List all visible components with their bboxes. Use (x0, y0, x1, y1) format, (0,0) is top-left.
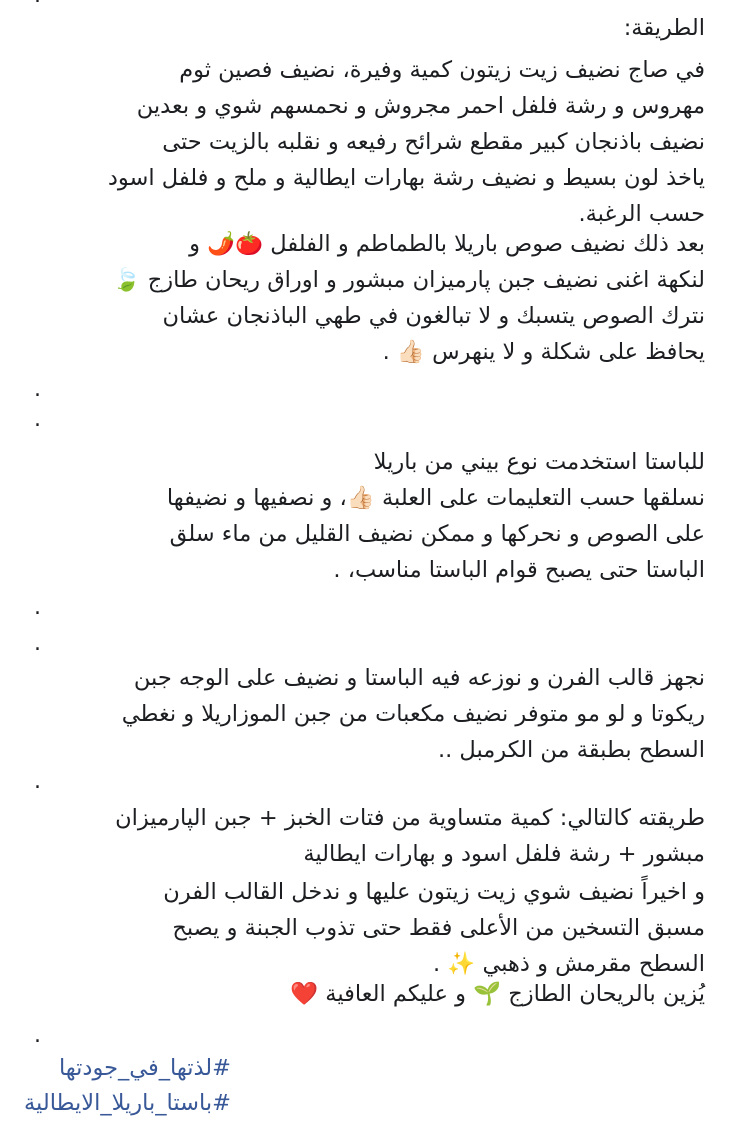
hashtag-link[interactable]: #لذتها_في_جودتها (58, 1055, 231, 1081)
separator-dot: . (34, 377, 41, 402)
separator-dot: . (34, 407, 41, 432)
separator-dot: . (34, 631, 41, 656)
step-3-paragraph: نسلقها حسب التعليمات على العلبة 👍🏻، و نصفيها و نضيفها على الصوص و نحركها و ممكن نضيف القليل من ماء سلق الباستا حتى يصبح قوام الباستا مناسب، . (166, 485, 705, 583)
pasta-type-paragraph: للباستا استخدمت نوع بيني من باريلا (373, 449, 705, 475)
separator-dot: . (34, 595, 41, 620)
step-5-paragraph: طريقته كالتالي: كمية متساوية من فتات الخبز + جبن الپارميزان مبشور + رشة فلفل اسود و بهارات ايطالية (115, 805, 705, 867)
step-2-paragraph: بعد ذلك نضيف صوص باريلا بالطماطم و الفلفل 🍅🌶️ و لنكهة اغنى نضيف جبن پارميزان مبشور و اوراق ريحان طازج 🍃 نترك الصوص يتسبك و لا تبالغون في طهي الباذنجان عشان يحافظ على شكلة و لا ينهرس 👍🏻 . (112, 231, 705, 365)
closing-line: يُزين بالريحان الطازج 🌱 و عليكم العافية ❤️ (290, 981, 705, 1007)
separator-dot: . (34, 1023, 41, 1048)
hashtag-link[interactable]: #باستا_باريلا_الايطالية (23, 1090, 231, 1116)
method-heading: الطريقة: (623, 15, 705, 41)
step-4-paragraph: نجهز قالب الفرن و نوزعه فيه الباستا و نضيف على الوجه جبن ريكوتا و لو مو متوفر نضيف مكعبات من جبن الموزاريلا و نغطي السطح بطبقة من الكرمبل .. (121, 665, 705, 763)
separator-dot: . (34, 769, 41, 794)
step-1-paragraph: في صاج نضيف زيت زيتون كمية وفيرة، نضيف فصين ثوم مهروس و رشة فلفل احمر مجروش و نحمسهم شوي و بعدين نضيف باذنجان كبير مقطع شرائح رفيعه و نقلبه بالزيت حتى ياخذ لون بسيط و نضيف رشة بهارات ايطالية و ملح و فلفل اسود حسب الرغبة. (107, 57, 705, 227)
step-6-paragraph: و اخيراً نضيف شوي زيت زيتون عليها و ندخل القالب الفرن مسبق التسخين من الأعلى فقط حتى تذوب الجبنة و يصبح السطح مقرمش و ذهبي ✨ . (163, 879, 705, 977)
